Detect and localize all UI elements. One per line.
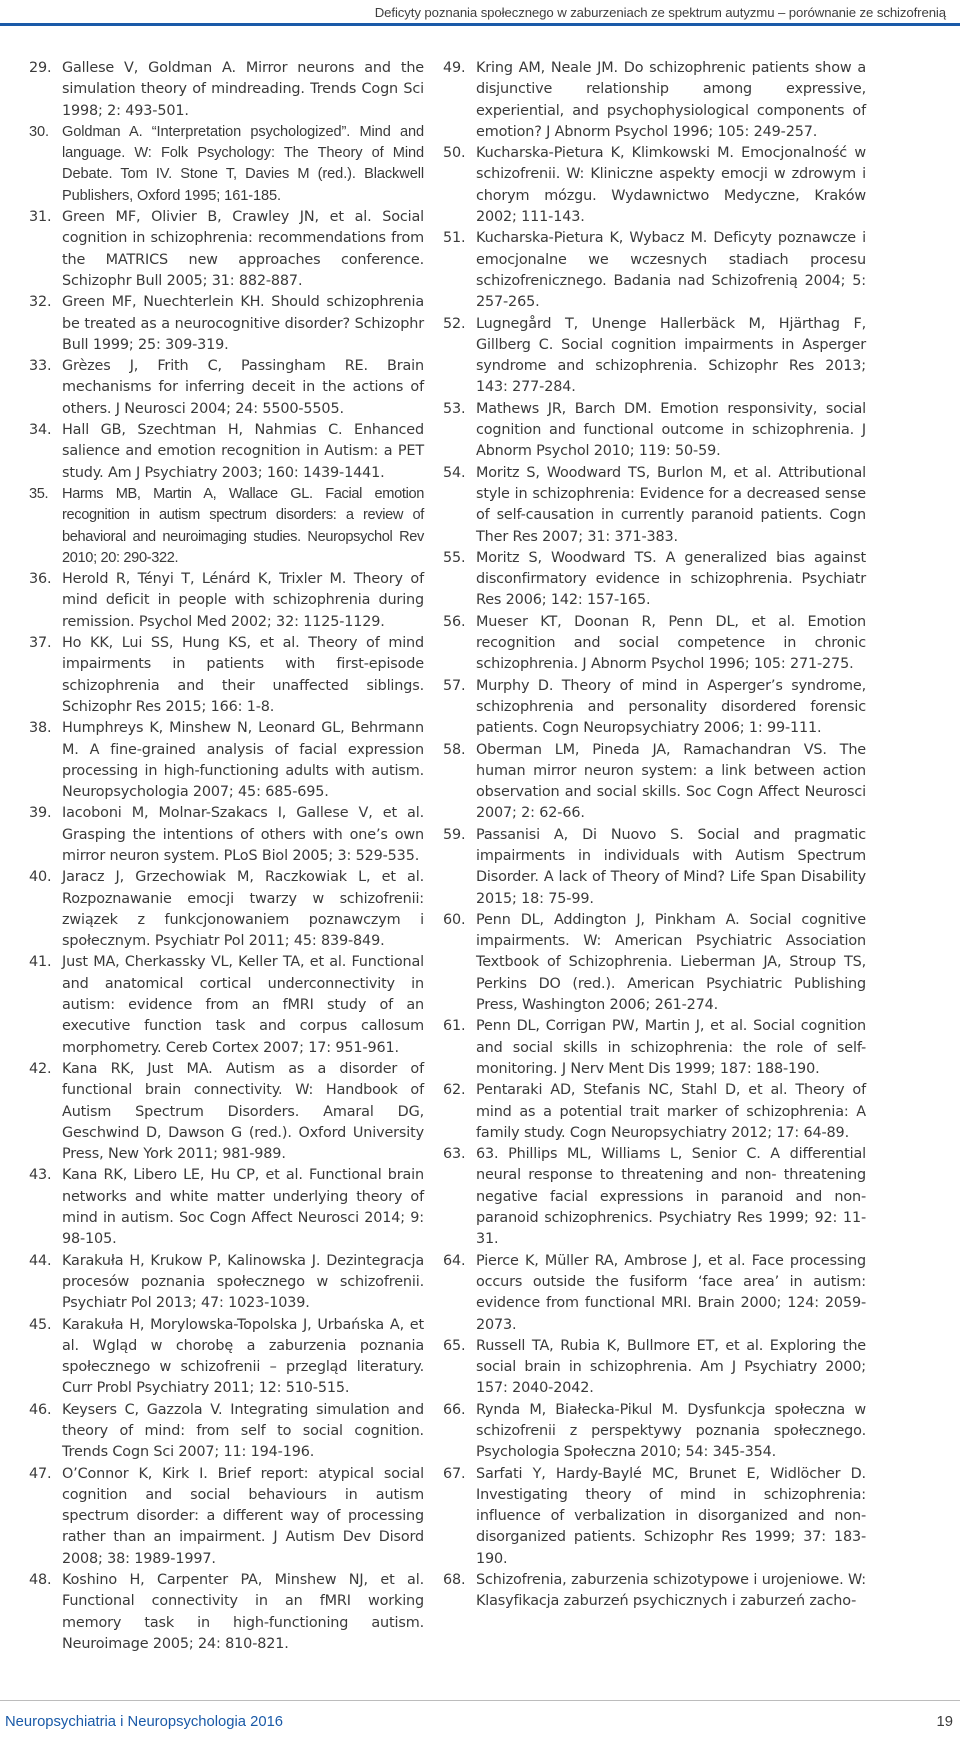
reference-text: Karakuła H, Morylowska-Topolska J, Urbańska A, et al. Wgląd w chorobę a zaburzenia poznania społecznego w schizofrenii – przegląd literatury. Curr Probl Psychiatry 2011; 12: 510-515. <box>62 1316 424 1397</box>
reference-item <box>443 463 866 548</box>
reference-item <box>443 1080 866 1144</box>
reference-number: 53. <box>443 400 466 417</box>
reference-text: Herold R, Tényi T, Lénárd K, Trixler M. Theory of mind deficit in people with schizophrenia during remission. Psychol Med 2002; 32: 1125-1129. <box>62 571 424 630</box>
reference-number: 57. <box>443 677 466 694</box>
reference-text: Passanisi A, Di Nuovo S. Social and pragmatic impairments in individuals with Autism Spectrum Disorder. A lack of Theory of Mind? Life Span Disability 2015; 18: 75-99. <box>476 826 866 907</box>
reference-number: 37. <box>29 635 52 652</box>
reference-text: Gallese V, Goldman A. Mirror neurons and the simulation theory of mindreading. Trends Cogn Sci 1998; 2: 493-501. <box>62 60 424 119</box>
reference-text: Humphreys K, Minshew N, Leonard GL, Behrmann M. A fine-grained analysis of facial expression processing in high-functioning adults with autism. Neuropsychologia 2007; 45: 685-695. <box>62 720 424 801</box>
reference-number: 50. <box>443 145 466 162</box>
reference-text: Harms MB, Martin A, Wallace GL. Facial emotion recognition in autism spectrum disorders: a review of behavioral and neuroimaging studies. Neuropsychol Rev 2010; 20: 290-322. <box>62 485 424 566</box>
reference-number: 48. <box>29 1572 52 1589</box>
reference-text: Iacoboni M, Molnar-Szakacs I, Gallese V, et al. Grasping the intentions of others with one’s own mirror neuron system. PLoS Biol 2005; 3: 529-535. <box>62 805 424 864</box>
reference-text: O’Connor K, Kirk I. Brief report: atypical social cognition and social behaviours in autism spectrum disorder: a different way of processing rather than an impairment. J Autism Dev Disord 2008; 38: 1989-1997. <box>62 1465 424 1567</box>
reference-text: Schizofrenia, zaburzenia schizotypowe i urojeniowe. W: Klasyfikacja zaburzeń psychicznych i zaburzeń zacho- <box>476 1572 866 1610</box>
reference-number: 42. <box>29 1060 52 1077</box>
reference-number: 38. <box>29 720 52 737</box>
reference-item <box>29 952 424 1058</box>
reference-number: 41. <box>29 954 52 971</box>
reference-text: Jaracz J, Grzechowiak M, Raczkowiak L, et al. Rozpoznawanie emocji twarzy w schizofrenii: związek z funkcjonowaniem poznawczym i społecznym. Psychiatr Pol 2011; 45: 839-849. <box>62 869 424 950</box>
reference-number: 67. <box>443 1465 466 1482</box>
reference-number: 68. <box>443 1572 466 1589</box>
reference-item <box>443 825 866 910</box>
reference-item <box>443 314 866 399</box>
reference-number: 66. <box>443 1401 466 1418</box>
reference-text: Murphy D. Theory of mind in Asperger’s syndrome, schizophrenia and personality disordered forensic patients. Cogn Neuropsychiatry 2006; 1: 99-111. <box>476 677 866 737</box>
reference-number: 49. <box>443 60 466 76</box>
reference-item <box>443 612 866 676</box>
reference-text: Green MF, Nuechterlein KH. Should schizophrenia be treated as a neurocognitive disorder? Schizophr Bull 1999; 25: 309-319. <box>62 294 424 353</box>
page-footer <box>0 1700 960 1737</box>
reference-number: 54. <box>443 464 466 481</box>
references-column-right <box>443 58 866 1613</box>
page-number: 19 <box>936 1714 953 1730</box>
reference-number: 62. <box>443 1082 466 1099</box>
reference-item <box>29 1464 424 1570</box>
reference-item <box>29 1165 424 1250</box>
reference-number: 65. <box>443 1337 466 1354</box>
reference-item <box>29 1570 424 1655</box>
reference-item <box>443 1336 866 1400</box>
reference-item <box>443 399 866 463</box>
reference-item <box>29 58 424 122</box>
reference-item <box>443 548 866 612</box>
reference-item <box>443 228 866 313</box>
reference-item <box>29 122 424 207</box>
reference-item <box>443 1400 866 1464</box>
reference-item <box>29 867 424 952</box>
reference-item <box>29 803 424 867</box>
reference-number: 33. <box>29 358 52 375</box>
journal-title: Neuropsychiatria i Neuropsychologia <box>5 1714 246 1730</box>
reference-item <box>443 58 866 143</box>
reference-number: 45. <box>29 1316 52 1333</box>
reference-item <box>29 1251 424 1315</box>
running-header <box>0 0 960 26</box>
reference-item <box>443 1464 866 1570</box>
reference-text: Kucharska-Pietura K, Wybacz M. Deficyty poznawcze i emocjonalne we wczesnych stadiach procesu schizofrenicznego. Badania nad Schizofrenią 2004; 5: 257-265. <box>476 230 866 311</box>
reference-text: Moritz S, Woodward TS, Burlon M, et al. Attributional style in schizophrenia: Evidence for a decreased sense of self-causation in currently paranoid patients. Cogn Ther Res 2007; 31: 371-383. <box>476 464 866 545</box>
reference-number: 30. <box>29 123 49 140</box>
reference-item <box>29 1315 424 1400</box>
reference-text: Rynda M, Białecka-Pikul M. Dysfunkcja społeczna w schizofrenii z perspektywy poznania społecznego. Psychologia Społeczna 2010; 54: 345-354. <box>476 1401 866 1461</box>
reference-number: 59. <box>443 826 466 843</box>
reference-number: 36. <box>29 571 52 588</box>
reference-text: Mathews JR, Barch DM. Emotion responsivity, social cognition and functional outcome in schizophrenia. J Abnorm Psychol 2010; 119: 50-59. <box>476 400 866 460</box>
reference-number: 51. <box>443 230 466 247</box>
reference-text: Lugnegård T, Unenge Hallerbäck M, Hjärthag F, Gillberg C. Social cognition impairments in Asperger syndrome and schizophrenia. Schizophr Res 2013; 143: 277-284. <box>476 315 866 396</box>
reference-item <box>29 484 424 569</box>
reference-item <box>443 1016 866 1080</box>
reference-text: Pierce K, Müller RA, Ambrose J, et al. Face processing occurs outside the fusiform ‘face area’ in autism: evidence from functional MRI. Brain 2000; 124: 2059-2073. <box>476 1252 866 1333</box>
reference-text: Karakuła H, Krukow P, Kalinowska J. Dezintegracja procesów poznania społecznego w schizofrenii. Psychiatr Pol 2013; 47: 1023-1039. <box>62 1252 424 1312</box>
reference-number: 35. <box>29 485 49 502</box>
reference-number: 60. <box>443 911 466 928</box>
reference-item <box>443 1144 866 1250</box>
reference-number: 31. <box>29 209 52 226</box>
reference-item <box>29 633 424 718</box>
reference-text: 63. Phillips ML, Williams L, Senior C. A differential neural response to threatening and non- threatening negative facial expressions in paranoid and non- paranoid schizophrenics. Psychiatry Res 1999; 92: 11-31. <box>476 1146 866 1248</box>
reference-text: Hall GB, Szechtman H, Nahmias C. Enhanced salience and emotion recognition in Autism: a PET study. Am J Psychiatry 2003; 160: 1439-1441. <box>62 422 424 481</box>
reference-item <box>29 1059 424 1165</box>
reference-text: Keysers C, Gazzola V. Integrating simulation and theory of mind: from self to social cognition. Trends Cogn Sci 2007; 11: 194-196. <box>62 1401 424 1461</box>
reference-item <box>443 740 866 825</box>
reference-number: 47. <box>29 1465 52 1482</box>
reference-text: Ho KK, Lui SS, Hung KS, et al. Theory of mind impairments in patients with first-episode schizophrenia and their unaffected siblings. Schizophr Res 2015; 166: 1-8. <box>62 635 424 715</box>
reference-text: Green MF, Olivier B, Crawley JN, et al. Social cognition in schizophrenia: recommendations from the MATRICS new approaches conference. Schizophr Bull 2005; 31: 882-887. <box>62 209 424 289</box>
reference-text: Kana RK, Libero LE, Hu CP, et al. Functional brain networks and white matter underlying theory of mind in autism. Soc Cogn Affect Neurosci 2014; 9: 98-105. <box>62 1167 424 1248</box>
reference-number: 58. <box>443 741 466 758</box>
reference-text: Moritz S, Woodward TS. A generalized bias against disconfirmatory evidence in schizophrenia. Psychiatr Res 2006; 142: 157-165. <box>476 549 866 609</box>
reference-text: Goldman A. “Interpretation psychologized”. Mind and language. W: Folk Psychology: The Theory of Mind Debate. Tom IV. Stone T, Davies M (red.). Blackwell Publishers, Oxford 1995; 161-185. <box>62 123 424 204</box>
reference-item <box>29 1400 424 1464</box>
reference-text: Oberman LM, Pineda JA, Ramachandran VS. The human mirror neuron system: a link between action observation and social skills. Soc Cogn Affect Neurosci 2007; 2: 62-66. <box>476 741 866 822</box>
reference-item <box>29 718 424 803</box>
reference-item <box>443 143 866 228</box>
reference-text: Penn DL, Corrigan PW, Martin J, et al. Social cognition and social skills in schizophrenia: the role of self-monitoring. J Nerv Ment Dis 1999; 187: 188-190. <box>476 1018 866 1077</box>
reference-number: 40. <box>29 869 52 886</box>
reference-item <box>29 356 424 420</box>
reference-text: Koshino H, Carpenter PA, Minshew NJ, et al. Functional connectivity in an fMRI working memory task in high-functioning autism. Neuroimage 2005; 24: 810-821. <box>62 1572 424 1652</box>
reference-number: 63. <box>443 1146 466 1163</box>
reference-number: 56. <box>443 613 466 630</box>
reference-item <box>443 676 866 740</box>
reference-number: 55. <box>443 549 466 566</box>
reference-item <box>29 292 424 356</box>
reference-text: Just MA, Cherkassky VL, Keller TA, et al. Functional and anatomical cortical underconnectivity in autism: evidence from an fMRI study of an executive function task and corpus callosum morphometry. Cereb Cortex 2007; 17: 951-961. <box>62 954 424 1056</box>
reference-number: 32. <box>29 294 52 311</box>
reference-item <box>443 1570 866 1613</box>
reference-number: 52. <box>443 315 466 332</box>
reference-number: 34. <box>29 422 52 439</box>
reference-number: 43. <box>29 1167 52 1184</box>
running-title: Deficyty poznania społecznego w zaburzeniach ze spektrum autyzmu – porównanie ze schizofrenią <box>374 5 946 20</box>
reference-number: 29. <box>29 60 52 76</box>
reference-item <box>29 420 424 484</box>
reference-text: Pentaraki AD, Stefanis NC, Stahl D, et al. Theory of mind as a potential trait marker of schizophrenia: A family study. Cogn Neuropsychiatry 2012; 17: 64-89. <box>476 1082 866 1141</box>
reference-number: 46. <box>29 1401 52 1418</box>
reference-text: Russell TA, Rubia K, Bullmore ET, et al. Exploring the social brain in schizophrenia. Am J Psychiatry 2000; 157: 2040-2042. <box>476 1337 866 1397</box>
reference-item <box>443 910 866 1016</box>
reference-number: 64. <box>443 1252 466 1269</box>
reference-text: Kucharska-Pietura K, Klimkowski M. Emocjonalność w schizofrenii. W: Kliniczne aspekty emocji w zdrowym i chorym mózgu. Wydawnictwo Medyczne, Kraków 2002; 111-143. <box>476 145 866 226</box>
reference-text: Grèzes J, Frith C, Passingham RE. Brain mechanisms for inferring deceit in the actions of others. J Neurosci 2004; 24: 5500-5505. <box>62 358 424 417</box>
reference-text: Penn DL, Addington J, Pinkham A. Social cognitive impairments. W: American Psychiatric Association Textbook of Schizophrenia. Lieberman JA, Stroup TS, Perkins DO (red.). American Psychiatric Publishing Press, Washington 2006; 261-274. <box>476 911 866 1014</box>
journal-name <box>5 1714 283 1730</box>
reference-text: Sarfati Y, Hardy-Baylé MC, Brunet E, Widlöcher D. Investigating theory of mind in schizophrenia: influence of verbalization in disorganized and non-disorganized patients. Schizophr Res 1999; 37: 183-190. <box>476 1465 866 1567</box>
references-column-left <box>29 58 424 1655</box>
reference-text: Kring AM, Neale JM. Do schizophrenic patients show a disjunctive relationship among expressive, experiential, and psychophysiological components of emotion? J Abnorm Psychol 1996; 105: 249-257. <box>476 60 866 140</box>
reference-number: 61. <box>443 1018 466 1035</box>
reference-text: Kana RK, Just MA. Autism as a disorder of functional brain connectivity. W: Handbook of Autism Spectrum Disorders. Amaral DG, Geschwind D, Dawson G (red.). Oxford University Press, New York 2011; 981-989. <box>62 1060 424 1163</box>
reference-number: 44. <box>29 1252 52 1269</box>
reference-text: Mueser KT, Doonan R, Penn DL, et al. Emotion recognition and social competence in chronic schizophrenia. J Abnorm Psychol 1996; 105: 271-275. <box>476 613 866 673</box>
reference-number: 39. <box>29 805 52 822</box>
journal-year: 2016 <box>250 1714 284 1730</box>
reference-item <box>443 1251 866 1336</box>
reference-item <box>29 569 424 633</box>
reference-item <box>29 207 424 292</box>
